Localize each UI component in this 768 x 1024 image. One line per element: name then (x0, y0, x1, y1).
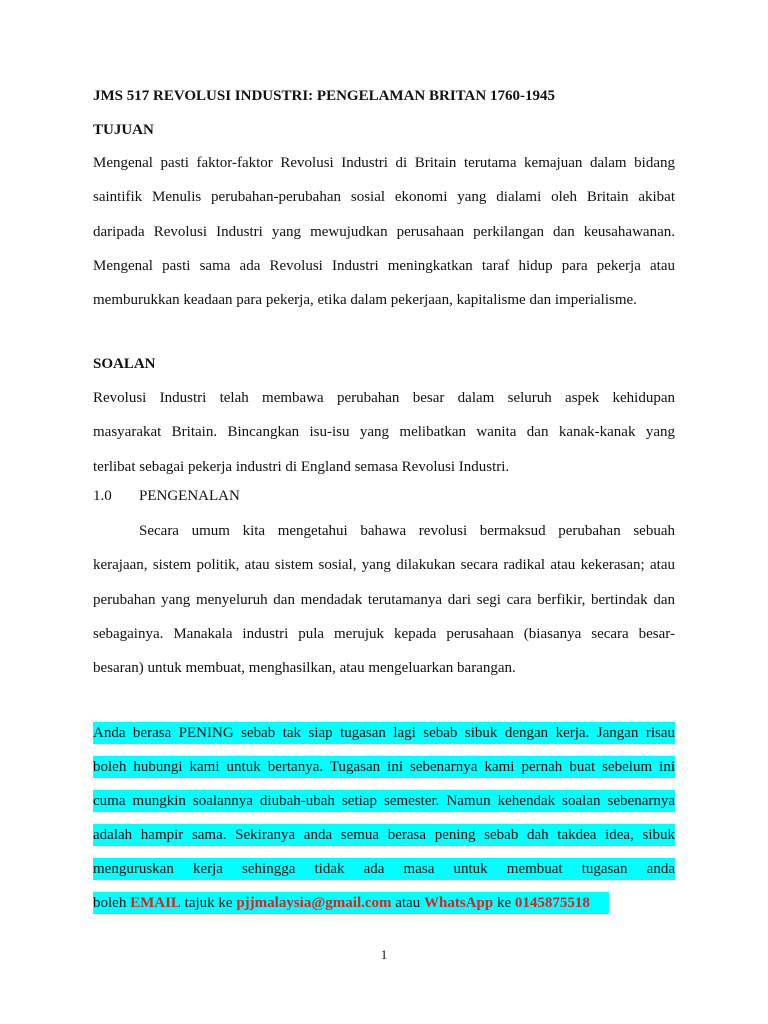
paragraph-line: perubahan yang menyeluruh dan mendadak terutamanya dari segi cara berfikir, bertindak dan (93, 591, 675, 608)
tujuan-paragraph (93, 146, 675, 317)
section-number: 1.0 (93, 488, 112, 504)
soalan-paragraph (93, 381, 675, 484)
promo-contact-line (93, 892, 609, 914)
pengenalan-paragraph (93, 514, 675, 685)
paragraph-line: Mengenal pasti faktor-faktor Revolusi Industri di Britain terutama kemajuan dalam bidang (93, 155, 675, 171)
paragraph-line: Secara umum kita mengetahui bahawa revolusi bermaksud perubahan sebuah (139, 523, 675, 539)
promo-text: atau (395, 895, 421, 911)
section-title: PENGENALAN (139, 488, 240, 504)
email-address[interactable]: pjjmalaysia@gmail.com (236, 895, 392, 911)
promo-line: adalah hampir sama. Sekiranya anda semua berasa pening sebab dah takdea idea, sibuk (93, 824, 675, 846)
section-heading (93, 488, 240, 505)
promo-text: tajuk ke (184, 895, 233, 911)
email-label: EMAIL (130, 895, 181, 911)
promo-text: ke (496, 895, 512, 911)
page-number: 1 (380, 947, 388, 962)
paragraph-line: sebagainya. Manakala industri pula merujuk kepada perusahaan (biasanya secara besar- (93, 625, 675, 642)
soalan-heading: SOALAN (93, 356, 156, 372)
paragraph-line: memburukkan keadaan para pekerja, etika dalam pekerjaan, kapitalisme dan imperialisme. (93, 292, 637, 309)
promo-text: boleh (93, 895, 127, 911)
promo-line: cuma mungkin soalannya diubah-ubah setiap semester. Namun kehendak soalan sebenarnya (93, 790, 675, 812)
promo-line: Anda berasa PENING sebab tak siap tugasan lagi sebab sibuk dengan kerja. Jangan risau (93, 722, 675, 744)
paragraph-line: terlibat sebagai pekerja industri di England semasa Revolusi Industri. (93, 458, 510, 475)
promo-line: boleh hubungi kami untuk bertanya. Tugasan ini sebenarnya kami pernah buat sebelum ini (93, 756, 675, 778)
paragraph-line: daripada Revolusi Industri yang mewujudkan perusahaan perkilangan dan keusahawanan. (93, 223, 675, 240)
paragraph-line: saintifik Menulis perubahan-perubahan sosial ekonomi yang dialami oleh Britain akibat (93, 189, 675, 206)
promo-line: menguruskan kerja sehingga tidak ada masa untuk membuat tugasan anda (93, 858, 675, 880)
paragraph-line: masyarakat Britain. Bincangkan isu-isu yang melibatkan wanita dan kanak-kanak yang (93, 424, 675, 441)
paragraph-line: besaran) untuk membuat, menghasilkan, atau mengeluarkan barangan. (93, 660, 516, 677)
tujuan-heading: TUJUAN (93, 122, 154, 138)
paragraph-line: Revolusi Industri telah membawa perubahan besar dalam seluruh aspek kehidupan (93, 390, 675, 406)
paragraph-line: kerajaan, sistem politik, atau sistem sosial, yang dilakukan secara radikal atau kekerasan; atau (93, 557, 675, 574)
whatsapp-label: WhatsApp (424, 895, 494, 911)
phone-number[interactable]: 0145875518 (514, 895, 590, 911)
paragraph-line: Mengenal pasti sama ada Revolusi Industri meningkatkan taraf hidup para pekerja atau (93, 257, 675, 274)
document-title: JMS 517 REVOLUSI INDUSTRI: PENGELAMAN BRITAN 1760-1945 (93, 88, 555, 104)
